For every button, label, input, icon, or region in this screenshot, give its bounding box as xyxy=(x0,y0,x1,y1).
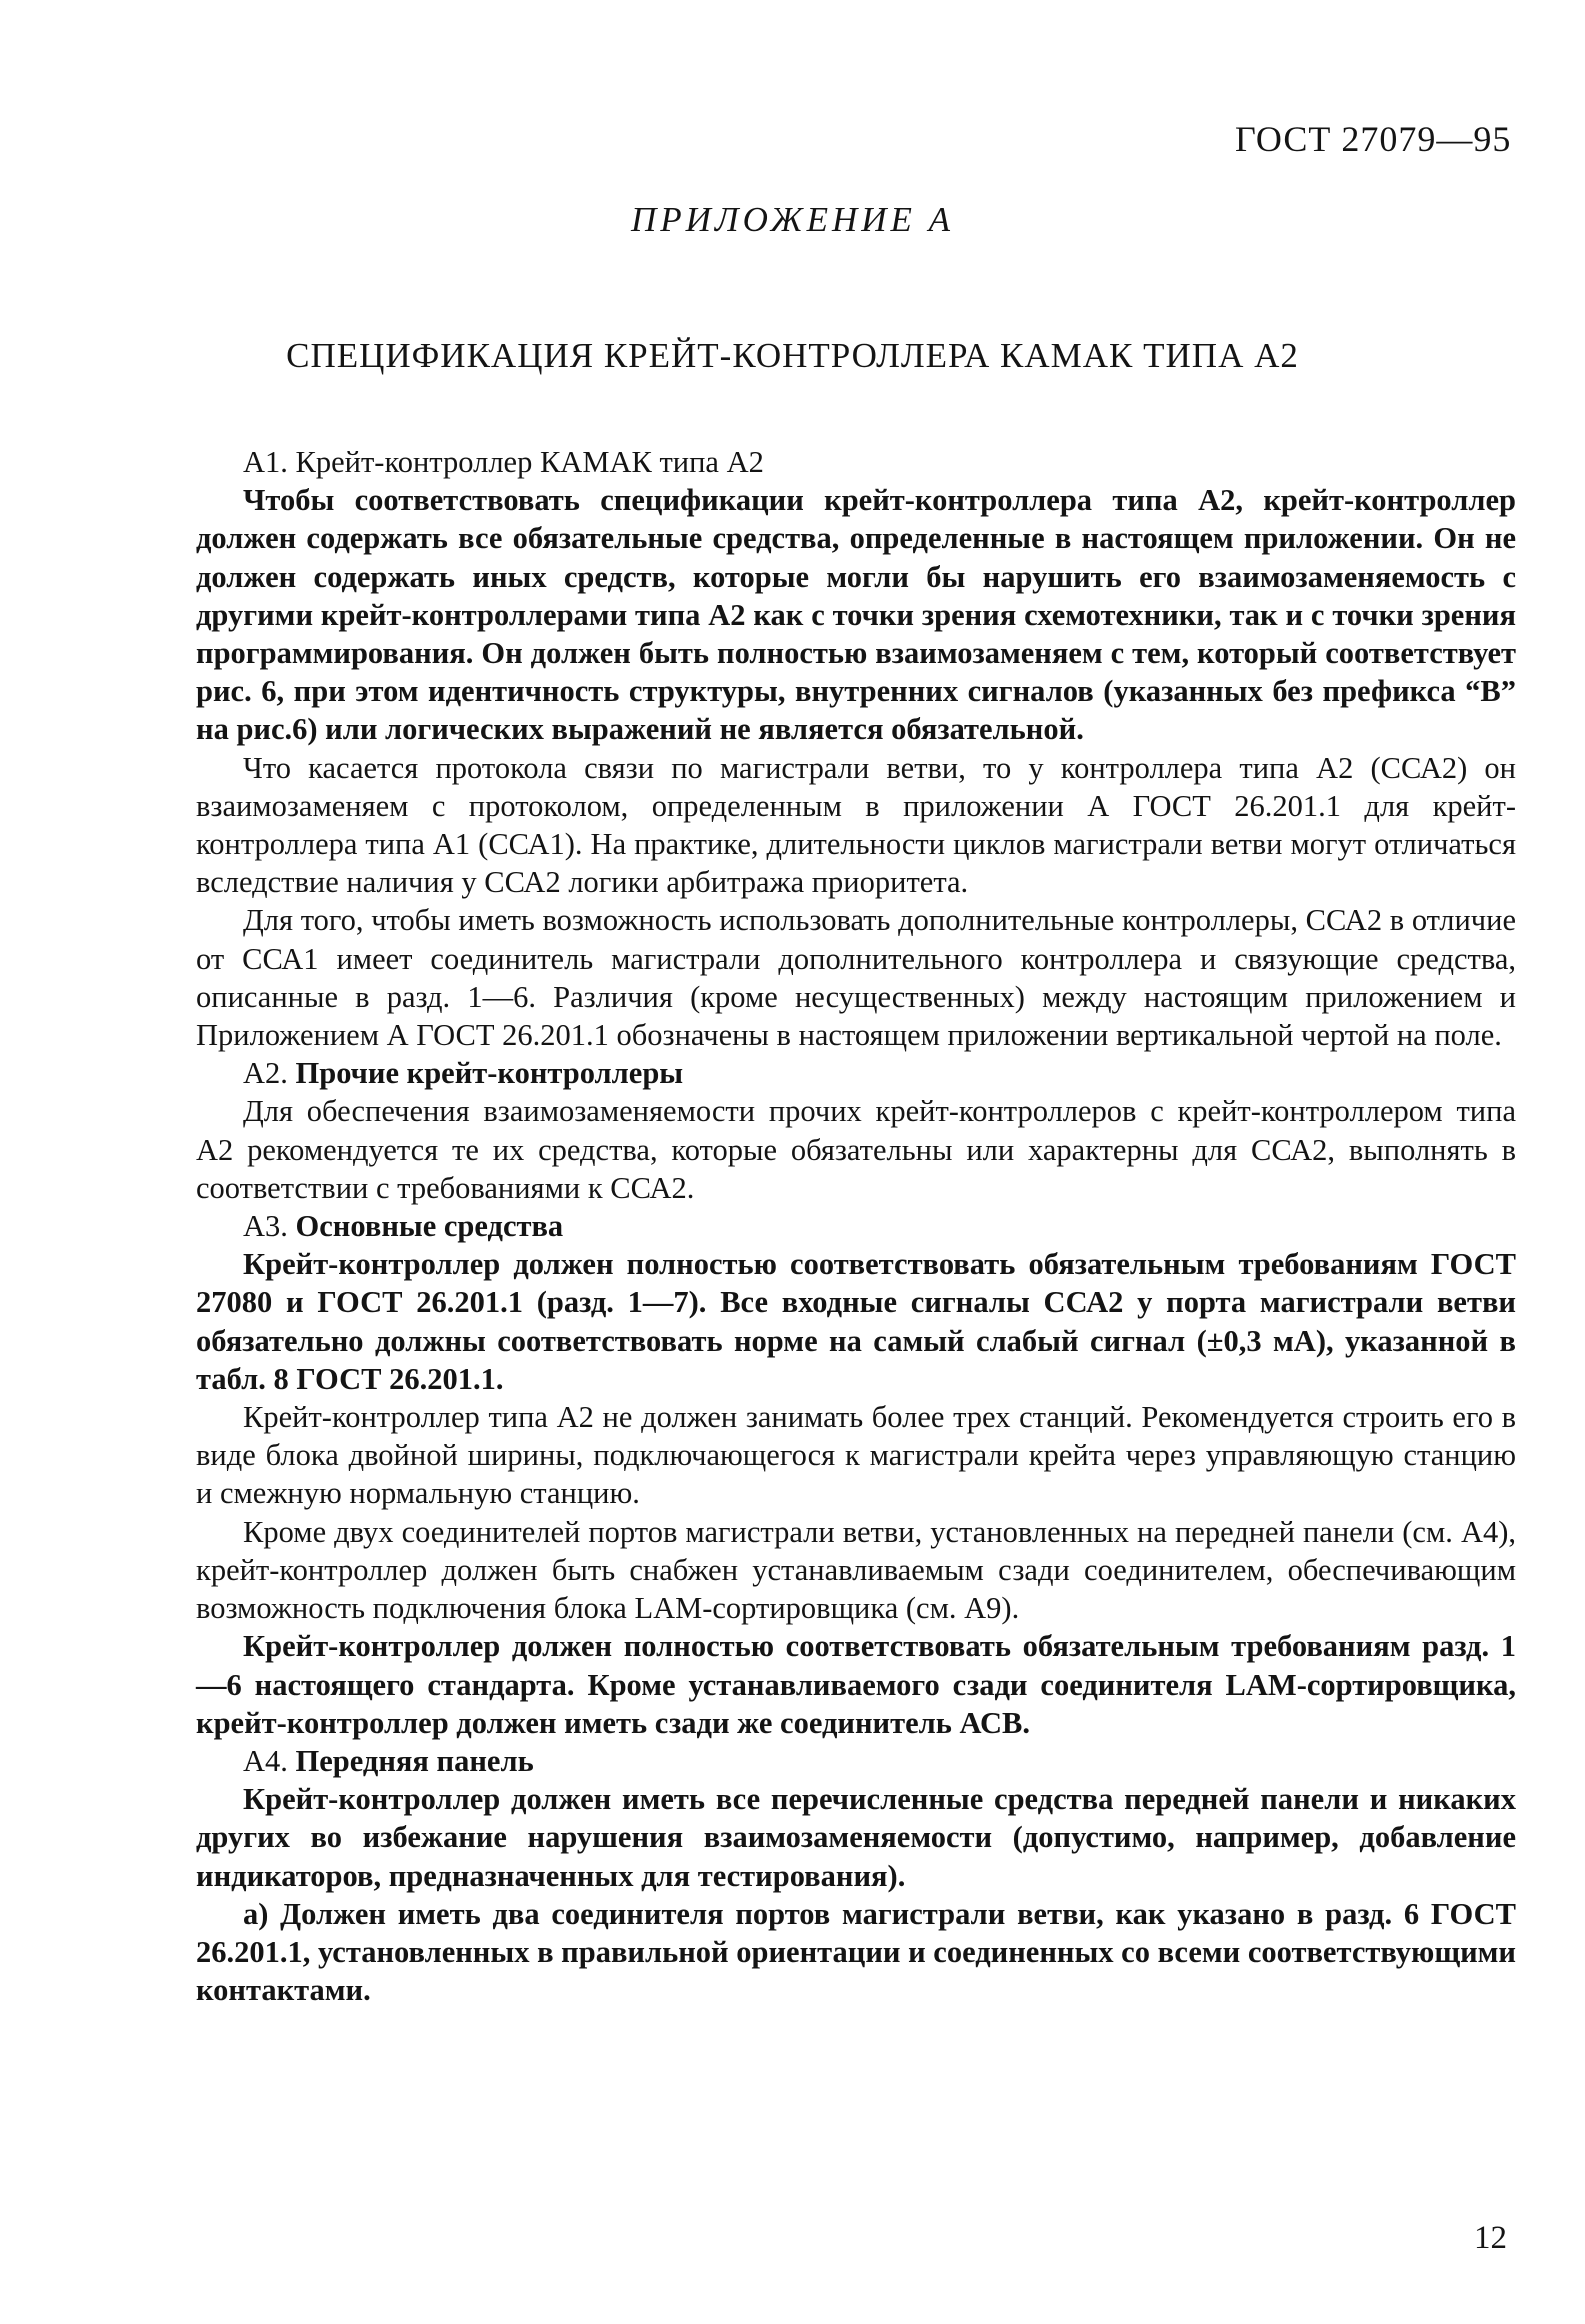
section-a4-heading xyxy=(196,1742,1516,1780)
section-a2-title: Прочие крейт-контроллеры xyxy=(295,1056,684,1091)
section-a3-label: А3. xyxy=(243,1209,288,1244)
section-a1-paragraph-2: Что касается протокола связи по магистрали ветви, то у контроллера типа А2 (ССА2) он взаимозаменяем с протоколом, определенным в приложении А ГОСТ 26.201.1 для крейт-контроллера типа А1 (ССА1). На практике, длительности циклов магистрали ветви могут отличаться вследствие наличия у ССА2 логики арбитража приоритета. xyxy=(196,750,1516,900)
main-title: СПЕЦИФИКАЦИЯ КРЕЙТ-КОНТРОЛЛЕРА КАМАК ТИПА А2 xyxy=(286,336,1299,375)
section-a3-title: Основные средства xyxy=(295,1209,564,1244)
section-a1-heading: А1. Крейт-контроллер КАМАК типа А2 xyxy=(243,445,764,479)
section-a3-heading xyxy=(196,1207,1516,1245)
section-a3-paragraph-2: Крейт-контроллер типа А2 не должен занимать более трех станций. Рекомендуется строить его в виде блока двойной ширины, подключающегося к магистрали крейта через управляющую станцию и смежную нормальную станцию. xyxy=(196,1400,1516,1511)
section-a1-paragraph-1: Чтобы соответствовать спецификации крейт-контроллера типа А2, крейт-контроллер должен содержать все обязательные средства, определенные в настоящем приложении. Он не должен содержать иных средств, которые могли бы нарушить его взаимозаменяемость с другими крейт-контроллерами типа А2 как с точки зрения схемотехники, так и с точки зрения программирования. Он должен быть полностью взаимозаменяем с тем, который соответствует рис. 6, при этом идентичность структуры, внутренних сигналов (указанных без префикса “В” на рис.6) или логических выражений не является обязательной. xyxy=(196,483,1516,747)
section-a3-paragraph-3: Кроме двух соединителей портов магистрали ветви, установленных на передней панели (см. А4), крейт-контроллер должен быть снабжен устанавливаемым сзади соединителем, обеспечивающим возможность подключения блока LAM-сортировщика (см. А9). xyxy=(196,1514,1516,1626)
section-a3-paragraph-1: Крейт-контроллер должен полностью соответствовать обязательным требованиям ГОСТ 27080 и ГОСТ 26.201.1 (разд. 1—7). Все входные сигналы ССА2 у порта магистрали ветви обязательно должны соответствовать норме на самый слабый сигнал (±0,3 мА), указанной в табл. 8 ГОСТ 26.201.1. xyxy=(196,1247,1516,1396)
section-a4-paragraph-2: а) Должен иметь два соединителя портов магистрали ветви, как указано в разд. 6 ГОСТ 26.201.1, установленных в правильной ориентации и соединенных со всеми соответствующими контактами. xyxy=(196,1896,1517,2008)
section-a2-paragraph-1: Для обеспечения взаимозаменяемости прочих крейт-контроллеров с крейт-контроллером типа А2 рекомендуется те их средства, которые обязательны или характерны для ССА2, выполнять в соответствии с требованиями к ССА2. xyxy=(196,1094,1516,1205)
document-body xyxy=(196,443,1516,2009)
section-a1-paragraph-3: Для того, чтобы иметь возможность использовать дополнительные контроллеры, ССА2 в отличие от ССА1 имеет соединитель магистрали дополнительного контроллера и связующие средства, описанные в разд. 1—6. Различия (кроме несущественных) между настоящим приложением и Приложением А ГОСТ 26.201.1 обозначены в настоящем приложении вертикальной чертой на поле. xyxy=(196,903,1516,1053)
section-a4-paragraph-1: Крейт-контроллер должен иметь все перечисленные средства передней панели и никаких других во избежание нарушения взаимозаменяемости (допустимо, например, добавление индикаторов, предназначенных для тестирования). xyxy=(196,1782,1516,1893)
annex-title: ПРИЛОЖЕНИЕ А xyxy=(630,200,955,239)
section-a4-label: А4. xyxy=(243,1743,288,1778)
section-a2-label: А2. xyxy=(243,1056,288,1091)
section-a4-title: Передняя панель xyxy=(295,1743,534,1778)
section-a2-heading xyxy=(196,1054,1516,1092)
document-code: ГОСТ 27079—95 xyxy=(1235,119,1512,159)
page-number: 12 xyxy=(1474,2220,1507,2256)
section-a3-paragraph-4: Крейт-контроллер должен полностью соответствовать обязательным требованиям разд. 1—6 настоящего стандарта. Кроме устанавливаемого сзади соединителя LAM-сортировщика, крейт-контроллер должен иметь сзади же соединитель АСВ. xyxy=(196,1629,1516,1740)
